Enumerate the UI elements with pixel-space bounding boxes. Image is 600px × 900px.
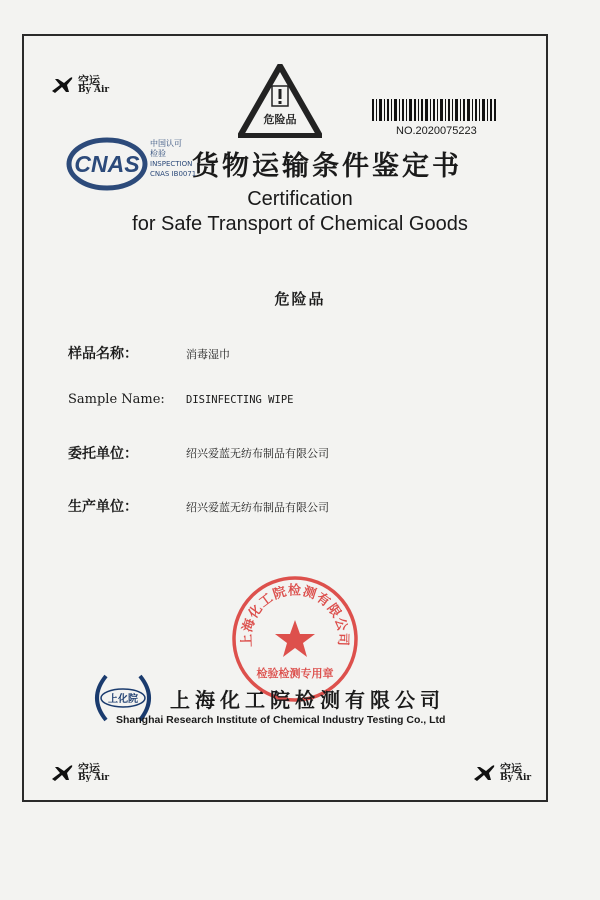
- client-value: 绍兴爱蓝无纺布制品有限公司: [186, 447, 329, 460]
- air-label-en: By Air: [78, 85, 110, 95]
- cnas-line-3: INSPECTION: [150, 160, 193, 168]
- cnas-logo-text: CNAS: [74, 151, 140, 177]
- manufacturer-label: 生产单位：: [68, 499, 138, 515]
- hazard-label: 危险品: [263, 113, 297, 126]
- airplane-icon: [472, 762, 496, 782]
- institute-logo-text: 上化院: [108, 694, 138, 705]
- sample-name-en-label: Sample Name:: [68, 392, 165, 407]
- air-label-en: By Air: [500, 773, 532, 783]
- seal-inner-text: 检验检测专用章: [256, 667, 334, 680]
- cnas-logo: [66, 137, 148, 191]
- air-label-zh: 空运: [500, 762, 522, 775]
- star-icon: [275, 620, 315, 657]
- sample-name-zh-value: 消毒湿巾: [186, 348, 230, 361]
- by-air-label-bottom-right: [472, 760, 542, 788]
- barcode: [372, 99, 496, 121]
- institute-name-en: Shanghai Research Institute of Chemical Industry Testing Co., Ltd: [116, 714, 446, 726]
- certificate-title-zh: 货物运输条件鉴定书: [192, 151, 462, 182]
- by-air-label-top: [50, 72, 120, 100]
- sample-name-en-value: DISINFECTING WIPE: [186, 394, 294, 406]
- sample-name-zh-label: 样品名称：: [68, 346, 138, 362]
- institute-name-zh: 上海化工院检测有限公司: [170, 688, 445, 712]
- airplane-icon: [50, 74, 74, 94]
- cnas-line-2: 检验: [150, 149, 166, 158]
- cnas-line-4: CNAS IB0071: [150, 170, 197, 178]
- seal-outer-text: 上海化工院检测有限公司: [239, 583, 351, 648]
- manufacturer-value: 绍兴爱蓝无纺布制品有限公司: [186, 501, 329, 514]
- air-label-zh: 空运: [78, 762, 100, 775]
- air-label-en: By Air: [78, 773, 110, 783]
- certificate-title-en-line1: Certification: [247, 188, 353, 210]
- cnas-line-1: 中国认可: [150, 139, 182, 148]
- airplane-icon: [50, 762, 74, 782]
- hazard-warning-sign: [238, 64, 322, 138]
- cnas-accreditation-text: [150, 139, 196, 179]
- goods-category: 危险品: [274, 290, 326, 308]
- by-air-label-bottom-left: [50, 760, 120, 788]
- certificate-title-en-line2: for Safe Transport of Chemical Goods: [132, 213, 468, 235]
- certificate-number: NO.2020075223: [396, 125, 477, 137]
- air-label-zh: 空运: [78, 74, 100, 87]
- client-label: 委托单位：: [68, 446, 138, 462]
